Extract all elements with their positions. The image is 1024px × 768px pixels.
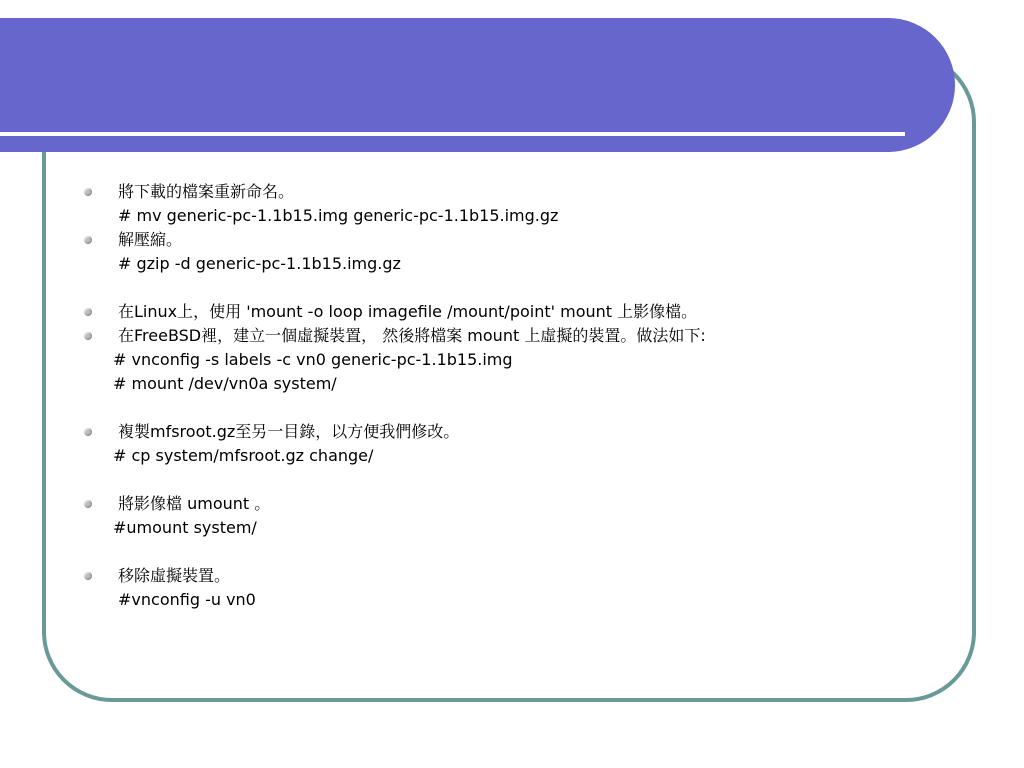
command-line: #umount system/ xyxy=(113,518,257,537)
item-text: 在Linux上，使用 'mount -o loop imagefile /mount/point' mount 上影像檔。 xyxy=(118,302,698,321)
list-item xyxy=(84,420,964,468)
command-line: # vnconfig -s labels -c vn0 generic-pc-1.1b15.img xyxy=(113,350,513,369)
command-line: # mount /dev/vn0a system/ xyxy=(113,374,337,393)
item-text: 在FreeBSD裡，建立一個虛擬裝置， 然後將檔案 mount 上虛擬的裝置。做法如下: xyxy=(118,326,706,345)
list-item xyxy=(84,228,964,276)
item-text: 將下載的檔案重新命名。 xyxy=(118,182,295,201)
command-line: # gzip -d generic-pc-1.1b15.img.gz xyxy=(118,254,401,273)
item-text: 解壓縮。 xyxy=(118,230,183,249)
item-text: 複製mfsroot.gz至另一目錄，以方便我們修改。 xyxy=(118,422,460,441)
item-text: 移除虛擬裝置。 xyxy=(118,566,231,585)
command-line: #vnconfig -u vn0 xyxy=(118,590,256,609)
list-item xyxy=(84,564,964,612)
item-text: 將影像檔 umount 。 xyxy=(118,494,271,513)
command-line: # mv generic-pc-1.1b15.img generic-pc-1.1b15.img.gz xyxy=(118,206,559,225)
list-item xyxy=(84,300,964,324)
list-item xyxy=(84,324,964,396)
list-item xyxy=(84,492,964,540)
command-line: # cp system/mfsroot.gz change/ xyxy=(113,446,374,465)
list-item xyxy=(84,180,964,228)
